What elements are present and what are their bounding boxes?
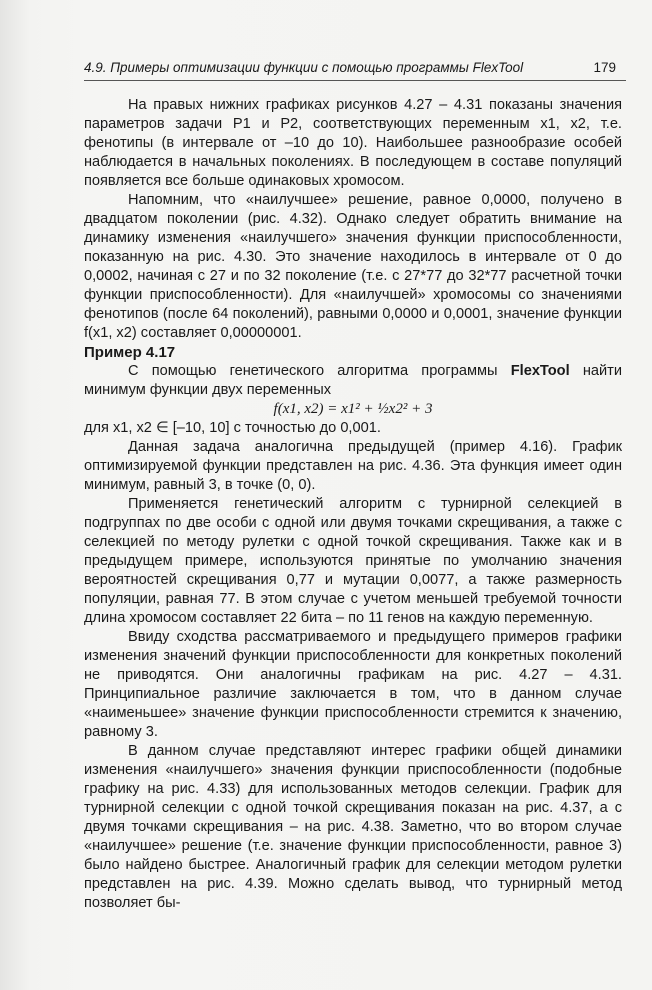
paragraph-8: В данном случае представляют интерес графики общей динамики изменения «наилучшего» значения функции приспособленности (подобные графику на рис. 4.33) для использованных методов селекции. График для турнирной селекции с одной точкой скрещивания показан на рис. 4.37, а с двумя точками скрещивания – на рис. 4.38. Заметно, что во втором случае «наилучшее» решение (т.е. значение функции приспособленности, равное 3) было найдено быстрее. Аналогичный график для селекции методом рулетки представлен на рис. 4.39. Можно сделать вывод, что турнирный метод позволяет бы-	[84, 743, 622, 911]
paragraph-3	[84, 362, 622, 400]
p3-bold: FlexTool	[510, 363, 570, 379]
p3-post: найти минимум функции двух переменных	[84, 363, 623, 398]
formula-text: f(x1, x2) = x1² + ½x2² + 3	[273, 401, 433, 417]
p3-pre: С помощью генетического алгоритма программы	[128, 363, 511, 379]
paragraph-4: для x1, x2 ∈ [–10, 10] с точностью до 0,001.	[84, 420, 381, 436]
running-header	[84, 58, 626, 81]
paragraph-7: Ввиду сходства рассматриваемого и предыдущего примеров графики изменения значений функции приспособленности для конкретных поколений не приводятся. Они аналогичны графикам на рис. 4.27 – 4.31. Принципиальное различие заключается в том, что в данном случае «наименьшее» значение функции приспособленности стремится к значению, равному 3.	[84, 629, 622, 740]
formula	[84, 400, 622, 419]
page-body	[84, 96, 622, 913]
paragraph-5: Данная задача аналогична предыдущей (пример 4.16). График оптимизируемой функции представлен на рис. 4.36. Эта функция имеет один минимум, равный 3, в точке (0, 0).	[84, 439, 622, 493]
example-heading: Пример 4.17	[84, 344, 176, 361]
page-number: 179	[593, 60, 616, 75]
paragraph-6: Применяется генетический алгоритм с турнирной селекцией в подгруппах по две особи с одной или двумя точками скрещивания, а также с селекцией по методу рулетки с одной точкой скрещивания. Также как и в предыдущем примере, используются принятые по умолчанию значения вероятностей скрещивания 0,77 и мутации 0,0077, а также размерность популяции, равная 77. В этом случае с учетом меньшей требуемой точности длина хромосом составляет 22 бита – по 11 генов на каждую переменную.	[84, 496, 622, 626]
paragraph-1: На правых нижних графиках рисунков 4.27 – 4.31 показаны значения параметров задачи P1 и P2, соответствующих переменным x1, x2, т.е. фенотипы (в интервале от –10 до 10). Наибольшее разнообразие особей наблюдается в начальных поколениях. В последующем в составе популяций появляется все больше одинаковых хромосом.	[84, 97, 622, 189]
header-title: 4.9. Примеры оптимизации функции с помощью программы FlexTool	[84, 60, 524, 75]
paragraph-2: Напомним, что «наилучшее» решение, равное 0,0000, получено в двадцатом поколении (рис. 4.32). Однако следует обратить внимание на динамику изменения «наилучшего» значения функции приспособленности, показанную на рис. 4.30. Это значение находилось в интервале от 0 до 0,0002, начиная с 27 и по 32 поколение (т.е. с 27*77 до 32*77 расчетной точки функции приспособленности). Для «наилучшей» хромосомы со значениями фенотипов (после 64 поколений), равными 0,0000 и 0,0001, значение функции f(x1, x2) составляет 0,00000001.	[84, 192, 622, 341]
